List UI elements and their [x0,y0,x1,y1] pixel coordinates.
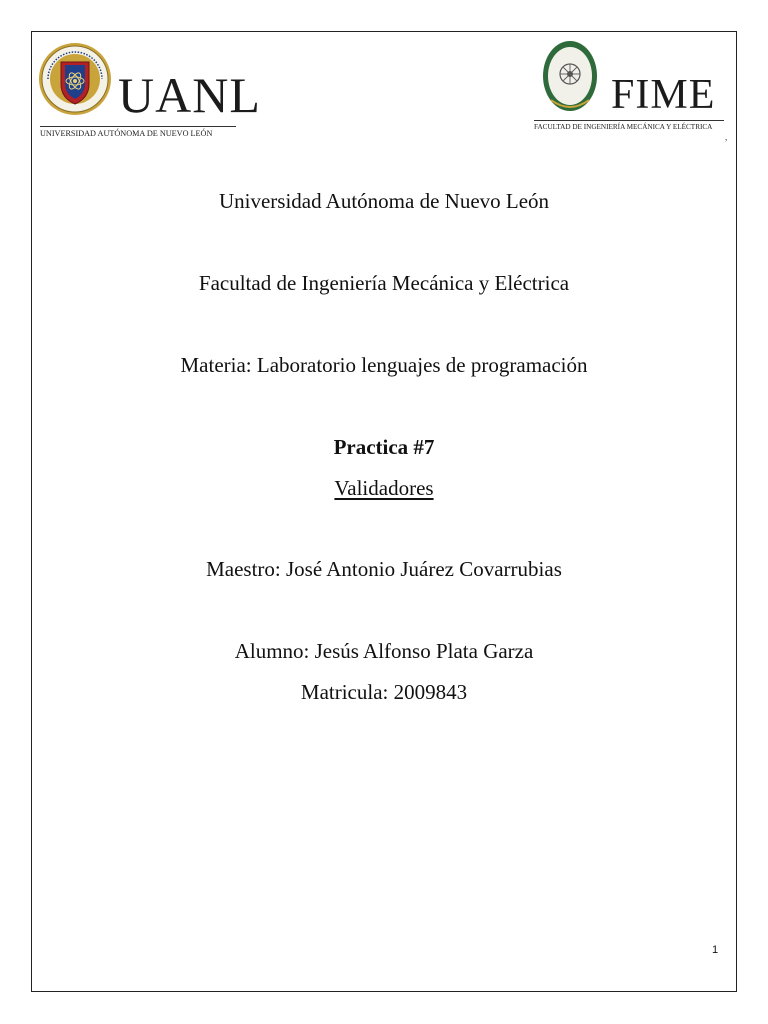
fime-wordmark: FIME [611,72,716,118]
university-name: Universidad Autónoma de Nuevo León [218,189,550,213]
enrollment-line: Matricula: 2009843 [300,680,468,704]
page-border [31,31,737,992]
uanl-logo [38,42,261,142]
uanl-seal-icon [38,42,112,116]
practice-topic: Validadores [334,476,434,500]
uanl-subtitle: UNIVERSIDAD AUTÓNOMA DE NUEVO LEÓN [40,129,213,138]
teacher-line: Maestro: José Antonio Juárez Covarrubias [206,557,562,581]
subject-line: Materia: Laboratorio lenguajes de programación [180,353,588,377]
faculty-name: Facultad de Ingeniería Mecánica y Eléctrica [198,271,570,295]
uanl-wordmark: UANL [118,67,261,123]
uanl-divider [40,126,236,127]
fime-logo [532,40,732,150]
fime-subtitle: FACULTAD DE INGENIERÍA MECÁNICA Y ELÉCTRICA [534,123,713,131]
fime-trailing-mark: , [725,132,728,142]
fime-seal-icon [542,40,598,116]
student-line: Alumno: Jesús Alfonso Plata Garza [234,639,534,663]
fime-divider [534,120,724,121]
page-number: 1 [712,944,719,956]
practice-title: Practica #7 [333,435,435,459]
